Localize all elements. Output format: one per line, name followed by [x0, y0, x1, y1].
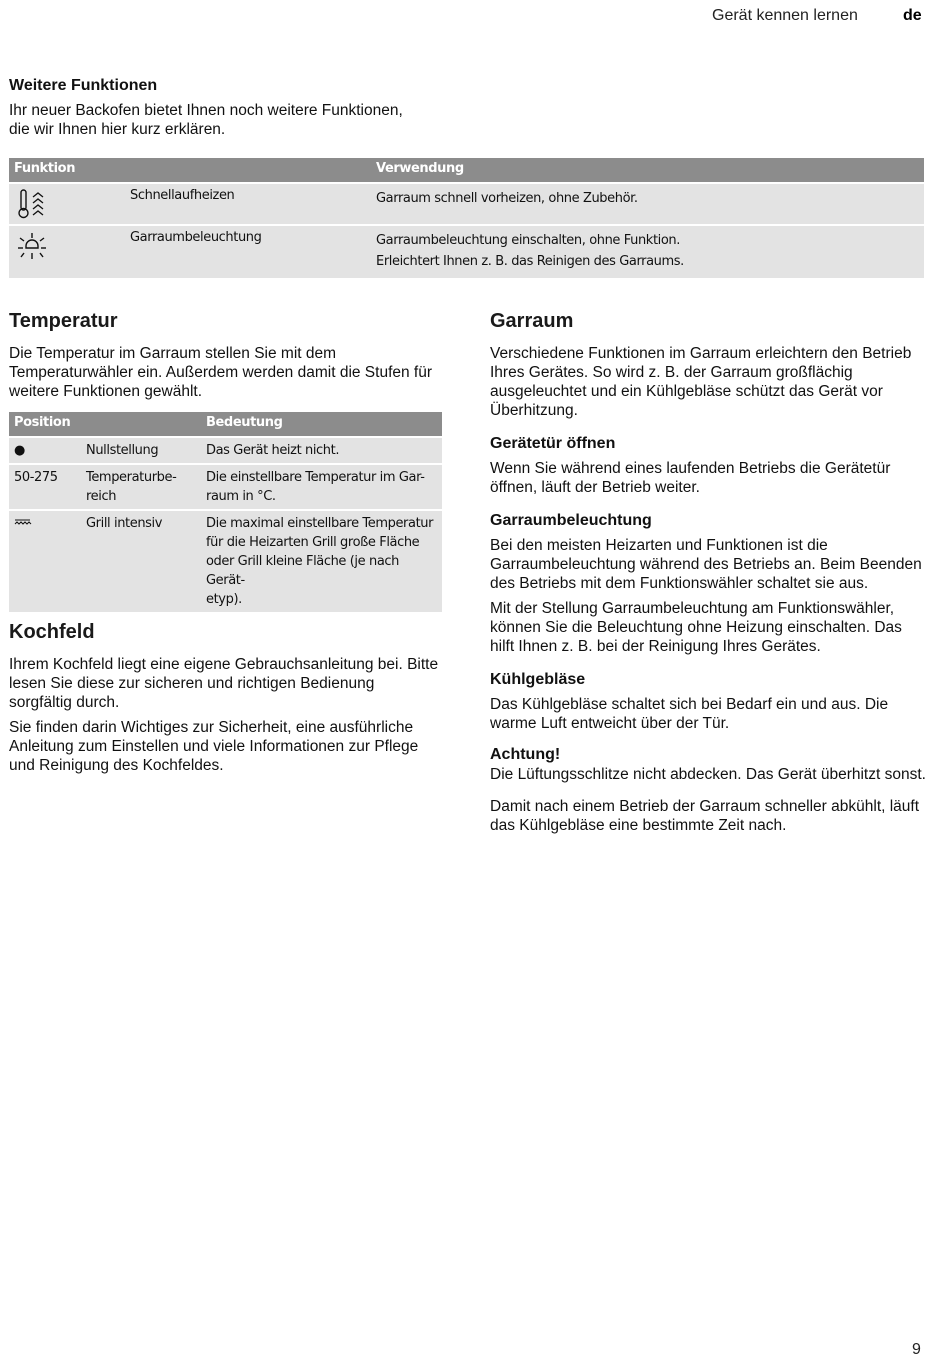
- temperatur-text: Die Temperatur im Garraum stellen Sie mit dem Temperaturwähler ein. Außerdem werden damit die Stufen für weitere Funktionen gewählt.: [9, 345, 433, 400]
- page-number: 9: [912, 1341, 921, 1358]
- position-meaning-line: Die maximal einstellbare Temperatur: [206, 516, 434, 531]
- functions-header-verwendung: Verwendung: [376, 161, 464, 176]
- kochfeld-title: Kochfeld: [9, 621, 95, 643]
- position-meaning: [201, 510, 442, 612]
- intro-section: [9, 77, 409, 139]
- warning-text: Die Lüftungsschlitze nicht abdecken. Das Gerät überhitzt sonst.: [490, 766, 926, 783]
- garraum-text: Verschiedene Funktionen im Garraum erleichtern den Betrieb Ihres Gerätes. So wird z. B. der Garraum großflächig ausgeleuchtet und ein Kühlgebläse schützt das Gerät vor Überhitzung.: [490, 345, 912, 419]
- door-text: Wenn Sie während eines laufenden Betriebs die Gerätetür öffnen, läuft der Betrieb weiter.: [490, 460, 891, 496]
- position-table-header: [9, 412, 442, 437]
- intro-text: Ihr neuer Backofen bietet Ihnen noch weitere Funktionen, die wir Ihnen hier kurz erklären.: [9, 102, 403, 138]
- position-meaning-line: oder Grill kleine Fläche (je nach Gerät-: [206, 554, 399, 588]
- position-value: ●: [9, 437, 81, 464]
- fan-title: Kühlgebläse: [490, 671, 586, 688]
- rapid-heat-icon: [15, 188, 49, 220]
- position-meaning-line: Die einstellbare Temperatur im Gar-: [206, 470, 425, 485]
- temperatur-title: Temperatur: [9, 310, 118, 332]
- functions-table: [9, 158, 924, 278]
- garraum-section: [490, 310, 930, 835]
- table-row: [9, 510, 442, 612]
- light-text-1: Bei den meisten Heizarten und Funktionen ist die Garraumbeleuchtung während des Betriebs an. Beim Beenden des Betriebs mit dem Funktionswähler schaltet sie aus.: [490, 537, 922, 592]
- position-meaning-line: etyp).: [206, 592, 242, 607]
- position-value: 50-275: [9, 464, 81, 510]
- grill-icon: [14, 519, 32, 527]
- position-name-line: reich: [86, 489, 117, 504]
- function-usage-line: Garraumbeleuchtung einschalten, ohne Funktion.: [376, 233, 680, 248]
- position-name-line: Temperaturbe-: [86, 470, 177, 485]
- position-table: [9, 412, 442, 612]
- kochfeld-text-2: Sie finden darin Wichtiges zur Sicherheit, eine ausführliche Anleitung zum Einstellen und viele Informationen zur Pflege und Reinigung des Kochfeldes.: [9, 719, 419, 774]
- function-name: Garraumbeleuchtung: [125, 225, 371, 278]
- function-usage: [371, 225, 924, 278]
- fan-text-2: Damit nach einem Betrieb der Garraum schneller abkühlt, läuft das Kühlgebläse eine bestimmte Zeit nach.: [490, 798, 920, 834]
- table-row: [9, 437, 442, 464]
- position-meaning: Das Gerät heizt nicht.: [201, 437, 442, 464]
- table-row: [9, 225, 924, 278]
- position-header-bedeutung: Bedeutung: [206, 415, 283, 430]
- position-name: [81, 464, 201, 510]
- functions-table-header: [9, 158, 924, 183]
- position-header-position: Position: [14, 415, 71, 430]
- warning-title: Achtung!: [490, 746, 561, 763]
- functions-header-funktion: Funktion: [14, 161, 76, 176]
- function-name: Schnellaufheizen: [125, 183, 371, 225]
- door-title: Gerätetür öffnen: [490, 435, 616, 452]
- light-text-2: Mit der Stellung Garraumbeleuchtung am Funktionswähler, können Sie die Beleuchtung ohne Heizung einschalten. Das hilft Ihnen z. B. bei der Reinigung Ihres Gerätes.: [490, 600, 902, 655]
- oven-light-icon: [15, 230, 49, 264]
- position-meaning: [201, 464, 442, 510]
- intro-title: Weitere Funktionen: [9, 77, 158, 94]
- position-name: Grill intensiv: [81, 510, 201, 612]
- position-meaning-line: für die Heizarten Grill große Fläche: [206, 535, 420, 550]
- header-section-title: Gerät kennen lernen: [712, 7, 858, 24]
- kochfeld-text-1: Ihrem Kochfeld liegt eine eigene Gebrauchsanleitung bei. Bitte lesen Sie diese zur sicheren und richtigen Bedienung sorgfältig durch.: [9, 656, 439, 711]
- table-row: [9, 464, 442, 510]
- light-title: Garraumbeleuchtung: [490, 512, 652, 529]
- position-meaning-line: raum in °C.: [206, 489, 276, 504]
- temperatur-section: [9, 310, 439, 401]
- fan-text: Das Kühlgebläse schaltet sich bei Bedarf ein und aus. Die warme Luft entweicht über der Tür.: [490, 696, 889, 732]
- table-row: [9, 183, 924, 225]
- function-usage: Garraum schnell vorheizen, ohne Zubehör.: [371, 183, 924, 225]
- garraum-title: Garraum: [490, 310, 574, 332]
- position-name: Nullstellung: [81, 437, 201, 464]
- kochfeld-section: [9, 621, 439, 775]
- header-language: de: [903, 7, 922, 24]
- function-usage-line: Erleichtert Ihnen z. B. das Reinigen des Garraums.: [376, 254, 684, 269]
